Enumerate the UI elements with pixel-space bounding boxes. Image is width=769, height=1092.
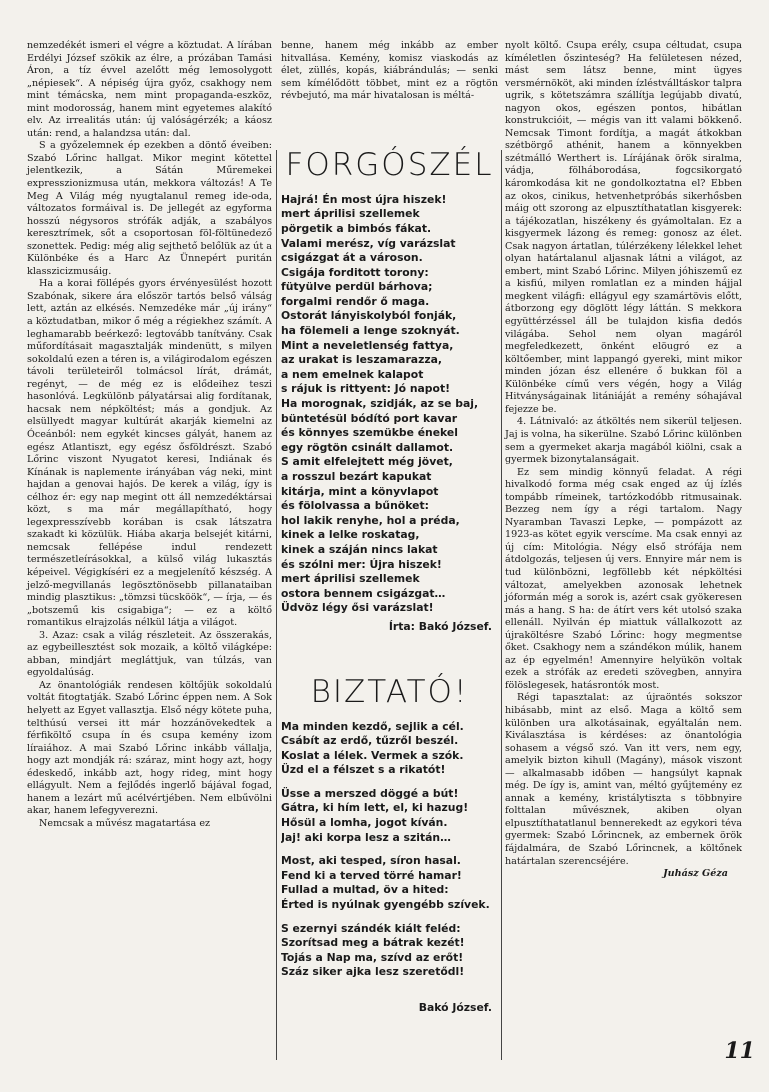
poem-line: Tojás a Nap ma, szívd az erőt! — [281, 950, 464, 964]
paragraph: 4. Látnivaló: az átköltés nem sikerül teljesen. Jaj is volna, ha sikerülne. Szabó Lőrinc különben sem a gyermeket akarja magából kiölni, csak a gyermek bizonytalanságait. — [505, 416, 742, 466]
middle-column — [281, 40, 498, 1015]
poem-author: Bakó József. — [418, 1001, 492, 1014]
poem-line: büntetésül bódító port kavar — [281, 411, 458, 425]
paragraph: Ha a korai föllépés gyors érvényesülést hozott Szabónak, sikere ára először tartós belső válság lett, aztán az elkésés. Nemzedéke már „új irány“ a köztudatban, mikor ő még a régiekhez számít. A leghamarabb beérkező: legtovább tanítvány. Csak műfordításait magasztalják mindenütt, s milyen sokoldalú ezen a téren is, a világirodalom egészen távoli területeiről tolmácsol lírát, drámát, regényt, — de még ez is elődeihez teszi hasonlóvá. Legkülönb pályatársai alig fordítanak, hacsak nem népköltést; más a gondjuk. Az elsüllyedt magyar kultúrát akarják kiemelni az Óceánból: nem egykét kincses gályát, hanem az egész Atlantiszt, egy egész ősföldrészt. Szabó Lőrinc viszont Nyugatot keresi, Indiának és Kínának is naplemente irányában vág neki, mint hajdan a genovai hajós. De kerek a világ, így is célhoz ér: egy nap megint ott áll nemzedéktársai közt, s ma már megállapítható, hogy legexpresszívebb korában is csak látszatra szakadt ki közülük. Hiába akarja belsejét kitárni, nemcsak fellépése indul rendezett természetleírásokkal, a külső világ lukasztás képeivel. Végigkíséri ez a megjelenítő készség. A jelző-megvillanás legösztönösebb pillanataiban mindig plasztikus: „tömzsi tücsköök“, — írja, — és „botszemű kis csigabiga“; — ez a költő romantikus elrajzolás nélkül látja a világot. — [27, 278, 272, 629]
poem-line: Száz siker ajka lesz szeretődl! — [281, 965, 465, 979]
left-column — [27, 40, 272, 830]
paragraph: Ez sem mindig könnyű feladat. A régi hivalkodó forma még csak enged az új ízlés tompább rímeinek, tartózkodóbb ritmusainak. Bezzeg nem így a régi tartalom. Nagy Nyaramban Tavaszi Lepke, — pompázott az 1923-as kötet egyik verscíme. Ma csak ennyi az új cím: Mitológia. Négy első strófája nem átdolgozás, teljesen új vers. Ennyire már nem is tud különbözni, legföllebb két népköltési változat, amelyekben azonosak lehetnek jóformán még a sorok is, azért csak gyökeresen más a hang. S ha: de átírt vers két utolsó szaka ellenáll. Nyilván ép miattuk vállalkozott az újraköltésre Szabó Lőrinc: hogy megmentse őket. Csakhogy nem a szándékon múlik, hanem az ép egyelmén! Amennyire helyükön voltak ezek a strófák az eredeti szövegben, annyira fölöslegesek, hatásrontók most. — [505, 466, 742, 691]
poem-title-forgoszel: FORGÓSZÉL — [285, 146, 494, 183]
poem-line: Valami merész, víg varázslat — [281, 236, 456, 250]
poem-line: Mint a neveletlenség fattya, — [281, 338, 454, 352]
poem-line: Szorítsad meg a bátrak kezét! — [281, 936, 465, 950]
page-number: 11 — [724, 1038, 755, 1064]
paragraph: nyolt költő. Csupa erély, csupa céltudat, csupa kíméletlen őszinteség? Ha felületesen nézed, mást sem látsz benne, mint ügyes versmérnököt, aki minden ízléstválltáskor talpra ugrik, s kötetszámra szállítja legújabb divatú, nagyon okos, egészen pontos, hibátlan konstrukcióit, — mégis van itt valami bökkenő. Nemcsak Timont fordítja, a magát átkokban szétbörgő athénit, hanem a könnyekben szétmálló Werthert is. Lírájának örök siralma, vádja, fölháborodása, fogcsikorgató káromkodása kit ne gondolkoztatna el? Ebben az okos, cinikus, hetvenhetpróbás sikerhősben máig ott szorong az elpusztíthatatlan kisgyerek: a tájékozatlan, hiszékeny és gyámoltalan. Ez a kisgyermek lázong és remeg: gonosz az élet. Csak nagyon ártatlan, túlérzékeny lélekkel lehet olyan határtalanul aljasnak látni a világot, az embert, mint Szabó Lőrinc. Milyen jóhiszemű ez a kisfiú, milyen romlatlan ez a minden hájjal megkent világfi: ellágyul egy szamártövis előtt, átborzong egy döglött légy láttán. S mekkora együttérzéssel áll be tulajdon kisfia dedós világába. Sehol nem olyan magáról megfeledkezett, önként elöugró ez a költőember, mint lappangó gyereki, mint mikor minden józan ész ellenére ő bukkan föl a Különbéke című vers végén, hogy a Világ Hitványságainak litániáját a remény sóhajával fejezze be. — [505, 40, 742, 415]
poem-line: a nem emelnek kalapot — [281, 367, 424, 381]
poem-line: Csigája forditott torony: — [281, 265, 429, 279]
poem-line: Jaj! aki korpa lesz a szitán… — [281, 830, 451, 844]
poem-line: Hajrá! Én most újra hiszek! — [281, 192, 447, 206]
poem-line: S amit elfelejtett még jövet, — [281, 455, 453, 469]
paragraph: nemzedékét ismeri el végre a köztudat. A lírában Erdélyi József szökik az élre, a prózában Tamási Áron, a tíz évvel azelőtt még lemosolygott „népiesek“. A népiség újra győz, csakhogy nem mint témácska, nem mint propaganda-eszköz, mint modorosság, hanem mint egyetemes alakító elv. Az irrealitás után: új valóságérzék; a káosz után: rend, a halandzsa után: dal. — [27, 40, 272, 139]
poem-line: Ha morognak, szidják, az se baj, — [281, 397, 479, 411]
poem-line: és szólni mer: Újra hiszek! — [281, 557, 442, 571]
poem-author: Írta: Bakó József. — [388, 619, 492, 633]
paragraph: S a győzelemnek ép ezekben a döntő éveiben: Szabó Lőrinc hallgat. Mikor megint kötettel jelentkezik, a Sátán Műremekei expresszionizmusa után, mekkora változás! A Te Meg A Világ még nyugtalanul remeg ide-oda, változatos formáival is. De jellegét az egyforma hosszú négysoros strófák adják, a szabályos keresztrímek, sőt a csoportosan föl-föltünedező szonettek. Pedig: még alig sejthető belőlük az út a Különbéke és a Harc Az Ünnepért puritán klasszicizmusáig. — [27, 140, 272, 277]
poem-line: csigázgat át a városon. — [281, 251, 423, 265]
poem-line: fütyülve perdül bárhova; — [281, 280, 433, 294]
author-signature: Juhász Géza — [663, 868, 728, 880]
poem-line: forgalmi rendőr ő maga. — [281, 294, 430, 308]
poem-line: Fend ki a terved törré hamar! — [281, 868, 462, 882]
poem-line: egy rögtön csinált dallamot. — [281, 440, 454, 454]
poem-line: s rájuk is rittyent: Jó napot! — [281, 382, 451, 396]
poem-line: Gátra, ki hím lett, el, ki hazug! — [281, 801, 469, 815]
poem-line: Csábít az erdő, tűzről beszél. — [281, 734, 459, 748]
paragraph: Nemcsak a művész magatartása ez — [39, 817, 211, 829]
poem-line: mert áprilisi szellemek — [281, 572, 420, 586]
paragraph: benne, hanem még inkább az ember hitvallása. Kemény, komisz viaskodás az élet, züllés, kopás, kiábrándulás; — senki sem kímélődött többet, mint ez a rögtön révbejutó, ma már hivatalosan is méltá- — [281, 40, 498, 102]
poem-line: Most, aki tesped, síron hasal. — [281, 854, 461, 868]
poem-line: Üsse a merszed döggé a bút! — [281, 786, 459, 800]
poem-line: és fölolvassa a bűnöket: — [281, 499, 429, 513]
poem-line: Koslat a lélek. Vermek a szók. — [281, 748, 464, 762]
poem-forgoszel — [281, 193, 498, 616]
poem-line: ha fölemeli a lenge szoknyát. — [281, 324, 460, 338]
poem-line: Ma minden kezdő, sejlik a cél. — [281, 719, 464, 733]
column-rule-right — [501, 150, 502, 1060]
poem-line: Érted is nyúlnak gyengébb szívek. — [281, 898, 490, 912]
poem-title-biztato: BIZTATÓ! — [310, 673, 469, 710]
column-rule-left — [276, 150, 277, 1060]
paragraph: Régi tapasztalat: az újraöntés sokszor hibásabb, mint az első. Maga a költő sem különben ura alkotásainak, egyáltalán nem. Kiválasztása is kérdéses: az önantológia sohasem a végső szó. Van itt vers, nem egy, amelyik bizton kihull (Magány), mások viszont — alkalmasabb időben — hangsúlyt kapnak még. De így is, amint van, méltó gyűjtemény ez annak a kemény, kristálytiszta s többnyire folttalan művésznek, akiben olyan elpusztíthatatlanul bennerekedt az egykori téva gyermek: Szabó Lőrincnek, az embernek örök fájdalmára, de Szabó Lőrincnek, a költőnek határtalan szerencséjére. — [505, 692, 742, 867]
poem-line: kinek a lelke roskatag, — [281, 528, 420, 542]
paragraph: Az önantológiák rendesen költőjük sokoldalú voltát fitogtatják. Szabó Lőrinc éppen nem. A Sok helyett az Egyet vallasztja. Első négy kötete puha, telthúsú versei itt már hozzánövekedtek a férfiköltő csupa ín és csupa kemény izom líraiához. A mai Szabó Lőrinc inkább vállalja, hogy azt mondják rá: száraz, mint hogy azt, hogy édeskedő, inkább azt, hogy rideg, mint hogy ellágyult. Nem a fejlődés ingerlő bájával fogad, hanem a lezárt mű acélvértjében. Nem elbűvölni akar, hanem lefegyverezni. — [27, 679, 272, 817]
poem-line: kinek a száján nincs lakat — [281, 542, 438, 556]
poem-line: Hősül a lomha, jogot kíván. — [281, 816, 448, 830]
poem-line: Ostorát lányiskolyból fonják, — [281, 309, 457, 323]
poem-line: és könnyes szemükbe énekel — [281, 426, 458, 440]
poem-line: Üdvöz légy ősi varázslat! — [281, 601, 434, 615]
poem-line: az urakat is leszamarazza, — [281, 353, 443, 367]
poem-line: S ezernyi szándék kiált feléd: — [281, 921, 461, 935]
right-column — [505, 40, 742, 881]
poem-line: ostora bennem csigázgat… — [281, 586, 446, 600]
poem-biztato — [281, 720, 498, 981]
paragraph: 3. Azaz: csak a világ részleteit. Az összerakás, az egybeillesztést sok mozaik, a költő világképe: abban, mindjárt megláttjuk, van túlzás, van egyoldalúság. — [27, 629, 272, 679]
poem-line: kitárja, mint a könyvlapot — [281, 484, 439, 498]
poem-line: a rosszul bezárt kapukat — [281, 470, 432, 484]
poem-line: hol lakik renyhe, hol a préda, — [281, 513, 460, 527]
poem-line: Üzd el a félszet s a rikatót! — [281, 763, 446, 777]
poem-line: pörgetik a bimbós fákat. — [281, 221, 432, 235]
poem-line: mert áprilisi szellemek — [281, 207, 420, 221]
poem-line: Fullad a multad, öv a hited: — [281, 883, 449, 897]
